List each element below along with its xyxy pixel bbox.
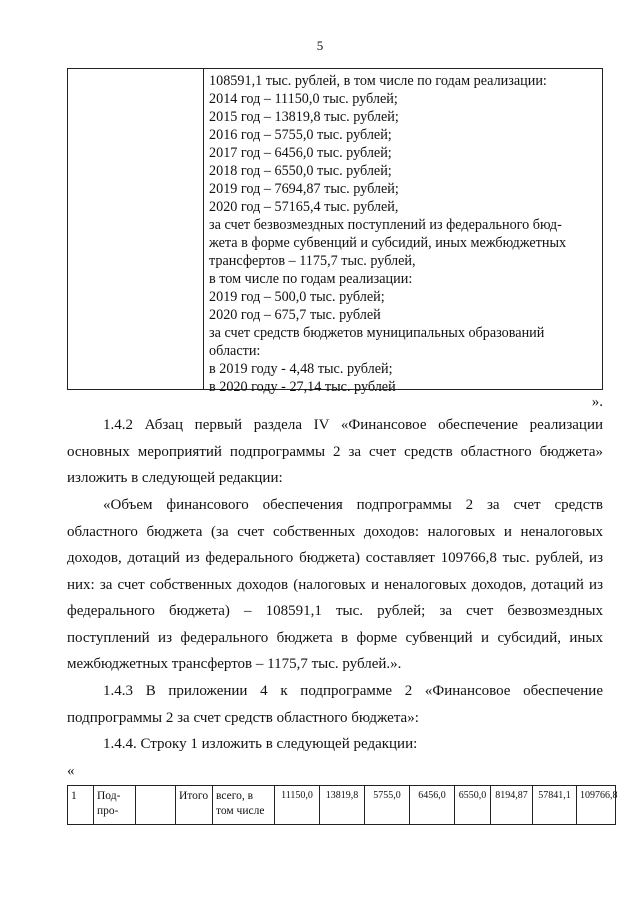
funding-line: 2017 год – 6456,0 тыс. рублей; xyxy=(209,145,392,161)
funding-line: за счет средств бюджетов муниципальных образований xyxy=(209,325,545,341)
funding-line: 2014 год – 11150,0 тыс. рублей; xyxy=(209,91,398,107)
funding-line: области: xyxy=(209,343,261,359)
funding-line: жета в форме субвенций и субсидий, иных межбюджетных xyxy=(209,235,567,251)
total-label-cell: Итого xyxy=(176,786,213,825)
funding-line: 108591,1 тыс. рублей, в том числе по годам реализации: xyxy=(209,73,547,89)
opening-quote-mark: « xyxy=(67,763,75,779)
value-cell-2019: 8194,87 xyxy=(491,786,533,825)
table-row xyxy=(68,786,616,825)
funding-line: 2019 год – 500,0 тыс. рублей; xyxy=(209,289,385,305)
value-cell-2017: 6456,0 xyxy=(410,786,455,825)
financing-table-row xyxy=(67,785,616,825)
row-number-cell: 1 xyxy=(68,786,94,825)
funding-line: трансфертов – 1175,7 тыс. рублей, xyxy=(209,253,416,269)
value-cell-total: 109766,8 xyxy=(577,786,616,825)
funding-summary-text xyxy=(209,72,598,396)
funding-summary-box xyxy=(67,68,603,395)
funding-line: 2015 год – 13819,8 тыс. рублей; xyxy=(209,109,399,125)
closing-quote-mark: ». xyxy=(591,394,603,410)
value-cell-2020: 57841,1 xyxy=(533,786,577,825)
funding-line: в том числе по годам реализации: xyxy=(209,271,413,287)
funding-line: за счет безвозмездных поступлений из федерального бюд- xyxy=(209,217,562,233)
funding-line: 2020 год – 675,7 тыс. рублей xyxy=(209,307,381,323)
paragraph-funding-volume: «Объем финансового обеспечения подпрограммы 2 за счет средств областного бюджета (за счет собственных доходов: налоговых и неналоговых доходов, дотаций из федерального бюджета) составляет 109766,8 тыс. рублей, из них: за счет собственных доходов (налоговых и неналоговых доходов, дотаций из федерального бюджета) – 108591,1 тыс. рублей; за счет безвозмездных поступлений из федерального бюджета в форме субвенций и субсидий, иных межбюджетных трансфертов – 1175,7 тыс. рублей.». xyxy=(67,497,603,672)
value-cell-2018: 6550,0 xyxy=(455,786,491,825)
value-cell-2016: 5755,0 xyxy=(365,786,410,825)
source-description-cell: всего, в том числе xyxy=(213,786,275,825)
page-number: 5 xyxy=(316,38,324,53)
funding-line: 2016 год – 5755,0 тыс. рублей; xyxy=(209,127,392,143)
value-cell-2014: 11150,0 xyxy=(275,786,320,825)
empty-cell xyxy=(136,786,176,825)
paragraph-1-4-4: 1.4.4. Строку 1 изложить в следующей редакции: xyxy=(103,736,418,752)
funding-line: в 2019 году - 4,48 тыс. рублей; xyxy=(209,361,393,377)
subprogram-cell: Под-про- xyxy=(94,786,136,825)
value-cell-2015: 13819,8 xyxy=(320,786,365,825)
paragraph-1-4-3: 1.4.3 В приложении 4 к подпрограмме 2 «Финансовое обеспечение подпрограммы 2 за счет средств областного бюджета»: xyxy=(67,683,603,726)
funding-line: 2019 год – 7694,87 тыс. рублей; xyxy=(209,181,399,197)
funding-line: 2018 год – 6550,0 тыс. рублей; xyxy=(209,163,392,179)
funding-line: 2020 год – 57165,4 тыс. рублей, xyxy=(209,199,399,215)
paragraph-1-4-2: 1.4.2 Абзац первый раздела IV «Финансовое обеспечение реализации основных мероприятий подпрограммы 2 за счет средств областного бюджета» изложить в следующей редакции: xyxy=(67,417,603,486)
box-column-divider xyxy=(203,69,204,389)
funding-line: в 2020 году - 27,14 тыс. рублей xyxy=(209,379,396,395)
